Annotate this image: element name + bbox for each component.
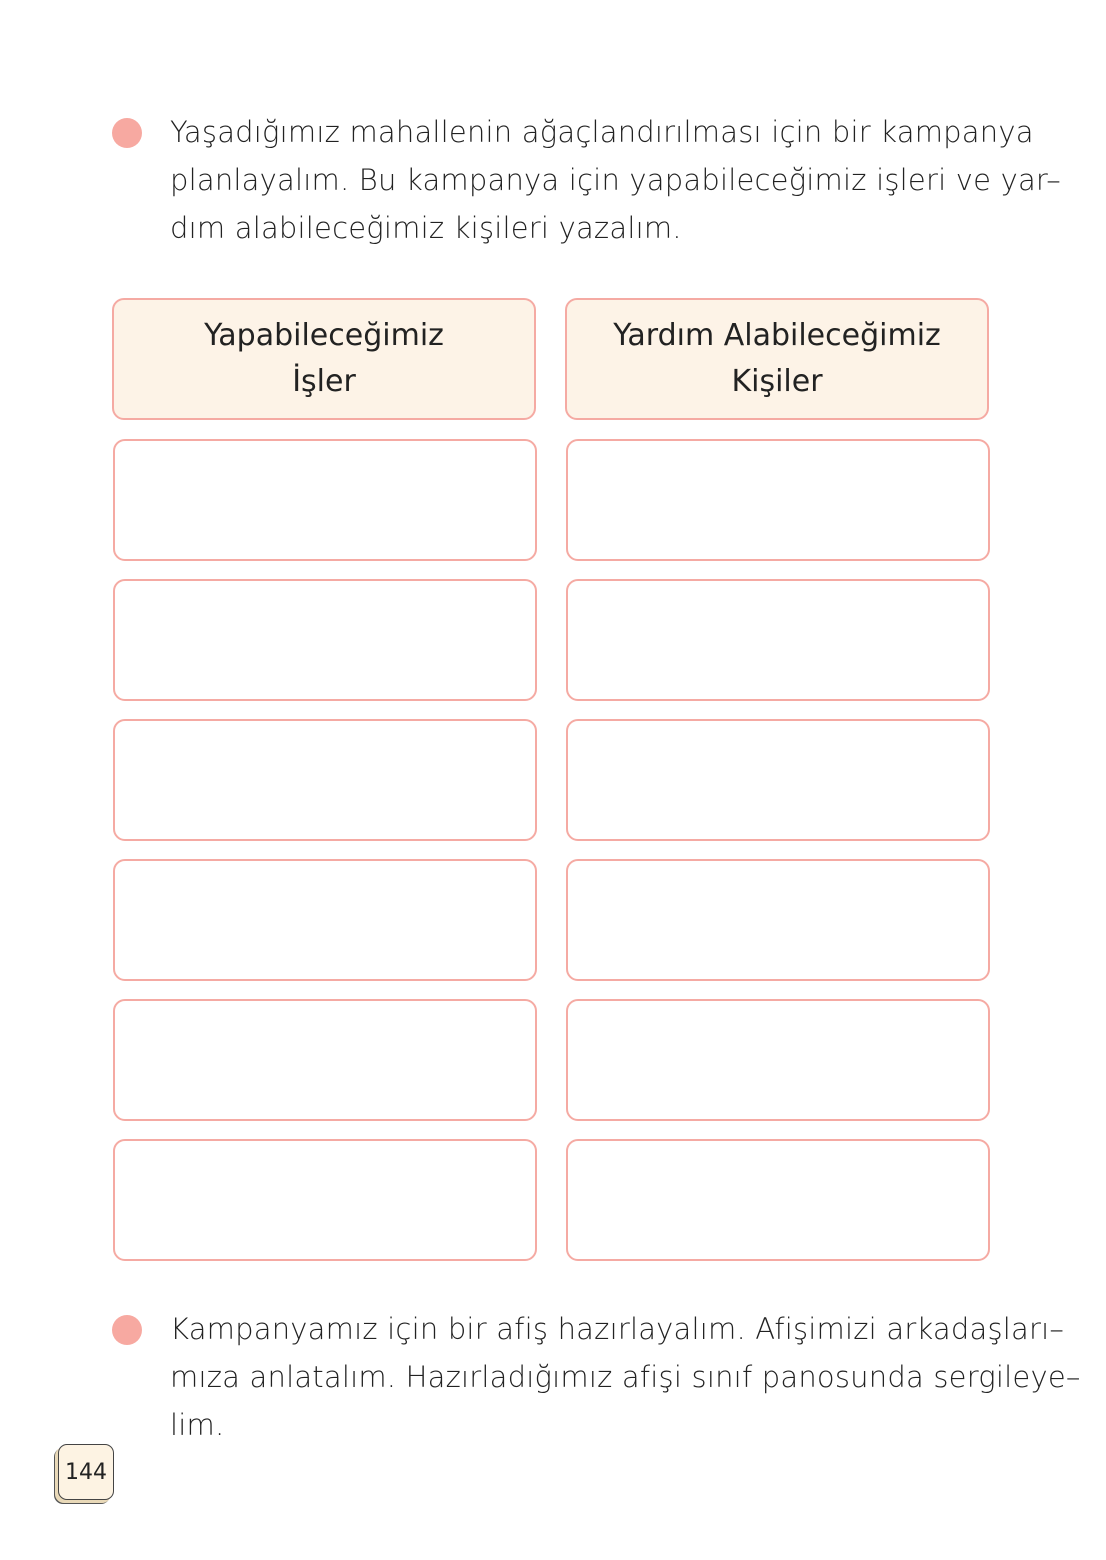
column-header-helpers — [565, 298, 989, 420]
header-text: Yapabileceğimiz — [204, 318, 444, 353]
answer-box-helper[interactable] — [566, 579, 990, 701]
answer-box-task[interactable] — [113, 579, 537, 701]
answer-box-task[interactable] — [113, 999, 537, 1121]
text-line: dım alabileceğimiz kişileri yazalım. — [170, 211, 682, 245]
header-text: Kişiler — [731, 364, 823, 399]
text-line: Yaşadığımız mahallenin ağaçlandırılması için bir kampanya — [170, 115, 1034, 149]
answer-box-helper[interactable] — [566, 859, 990, 981]
answer-box-helper[interactable] — [566, 999, 990, 1121]
answer-box-task[interactable] — [113, 439, 537, 561]
header-text: Yardım Alabileceğimiz — [613, 318, 941, 353]
outro-instruction — [170, 1305, 1081, 1449]
column-header-tasks — [112, 298, 536, 420]
text-line: mıza anlatalım. Hazırladığımız afişi sınıf panosunda sergileye– — [170, 1360, 1081, 1394]
bullet-icon — [112, 1315, 142, 1345]
answer-box-helper[interactable] — [566, 1139, 990, 1261]
answer-box-helper[interactable] — [566, 439, 990, 561]
bullet-icon — [112, 118, 142, 148]
answer-box-task[interactable] — [113, 859, 537, 981]
text-line: Kampanyamız için bir afiş hazırlayalım. Afişimizi arkadaşları– — [170, 1312, 1065, 1346]
answer-box-helper[interactable] — [566, 719, 990, 841]
intro-instruction — [170, 108, 1061, 252]
page-number: 144 — [58, 1444, 114, 1500]
answer-box-task[interactable] — [113, 1139, 537, 1261]
header-text: İşler — [292, 364, 356, 399]
text-line: planlayalım. Bu kampanya için yapabileceğimiz işleri ve yar– — [170, 163, 1061, 197]
text-line: lim. — [170, 1408, 225, 1442]
answer-box-task[interactable] — [113, 719, 537, 841]
